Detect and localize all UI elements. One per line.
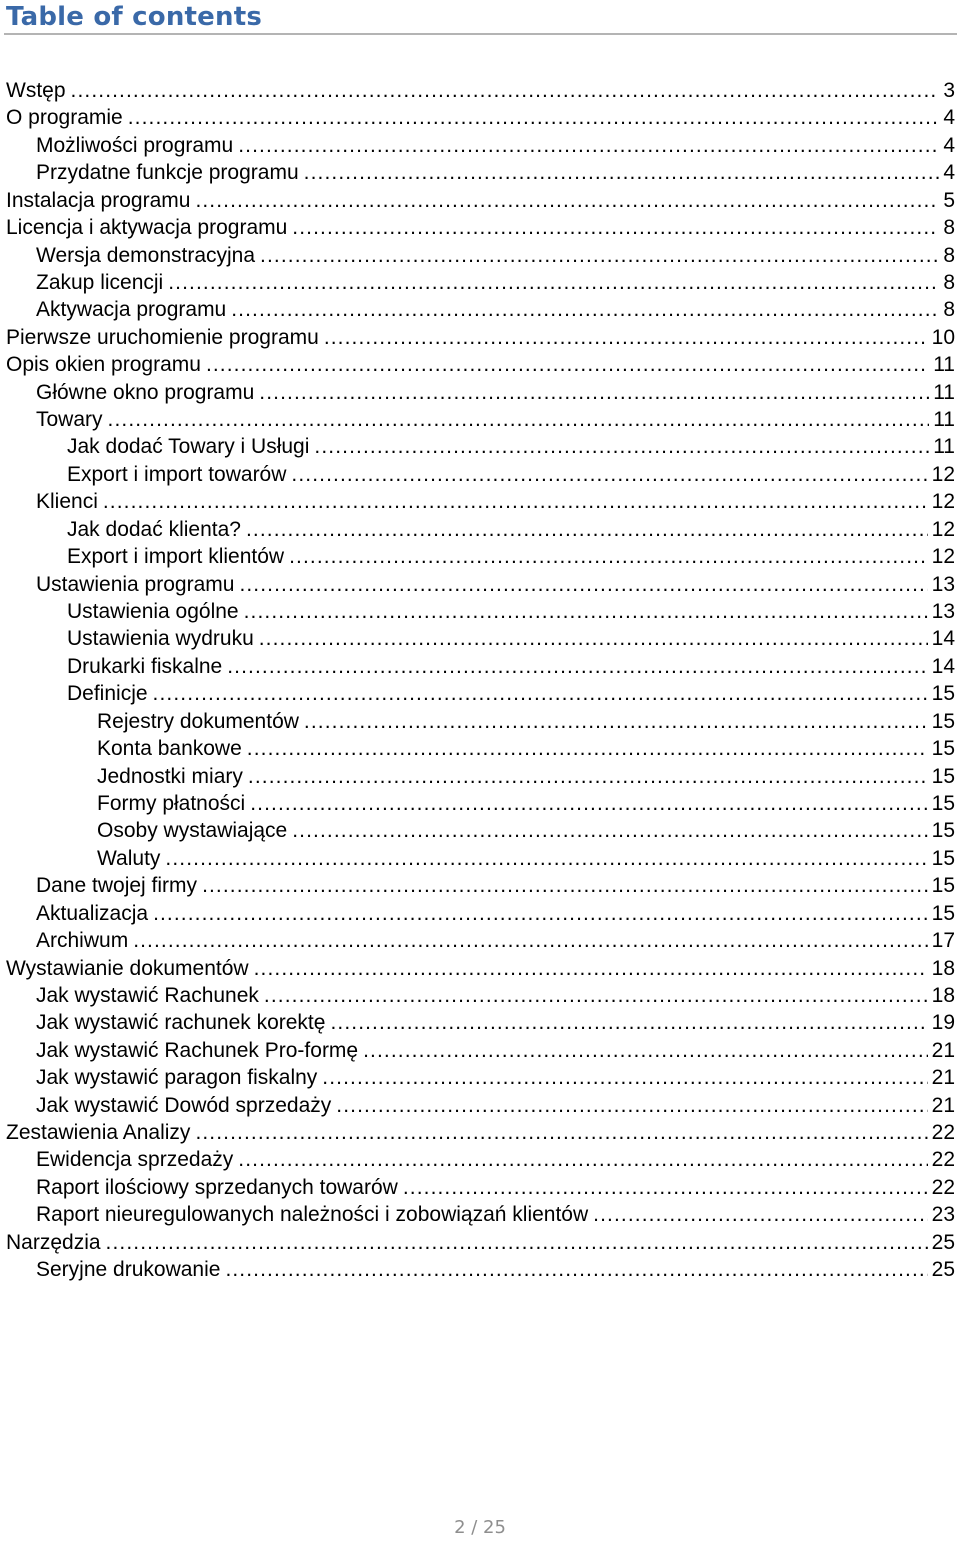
dot-leader bbox=[206, 351, 929, 378]
toc-entry-label: Jak wystawić paragon fiskalny bbox=[36, 1066, 318, 1090]
toc-entry-label: Export i import klientów bbox=[67, 545, 285, 569]
dot-leader bbox=[225, 1256, 927, 1283]
dot-leader bbox=[593, 1201, 927, 1228]
dot-leader bbox=[238, 132, 939, 159]
dot-leader bbox=[324, 324, 928, 351]
toc-entry-label: Jak wystawić Rachunek Pro-formę bbox=[36, 1038, 359, 1062]
dot-leader bbox=[202, 872, 928, 899]
toc-entry[interactable] bbox=[0, 1009, 960, 1036]
toc-entry-label: Opis okien programu bbox=[6, 353, 201, 377]
dot-leader bbox=[153, 900, 928, 927]
toc-entry[interactable] bbox=[0, 598, 960, 625]
dot-leader bbox=[403, 1174, 928, 1201]
toc-entry-page-number: 18 bbox=[931, 983, 955, 1007]
toc-entry-page-number: 10 bbox=[931, 325, 955, 349]
toc-entry[interactable] bbox=[0, 1119, 960, 1146]
toc-entry-page-number: 4 bbox=[943, 106, 955, 130]
toc-entry[interactable] bbox=[0, 242, 960, 269]
toc-entry-label: Konta bankowe bbox=[97, 737, 242, 761]
toc-entry[interactable] bbox=[0, 982, 960, 1009]
toc-entry-label: Zestawienia Analizy bbox=[6, 1121, 191, 1145]
dot-leader bbox=[128, 104, 940, 131]
toc-entry[interactable] bbox=[0, 77, 960, 104]
toc-entry-label: Ustawienia programu bbox=[36, 572, 235, 596]
toc-title: Table of contents bbox=[6, 2, 263, 32]
toc-entry-label: Zakup licencji bbox=[36, 270, 164, 294]
toc-entry-page-number: 22 bbox=[931, 1148, 955, 1172]
toc-entry[interactable] bbox=[0, 159, 960, 186]
toc-entry[interactable] bbox=[0, 132, 960, 159]
toc-entry[interactable] bbox=[0, 625, 960, 652]
toc-entry-page-number: 11 bbox=[933, 353, 955, 377]
toc-entry-label: Drukarki fiskalne bbox=[67, 654, 223, 678]
toc-entry-page-number: 3 bbox=[943, 79, 955, 102]
dot-leader bbox=[246, 516, 928, 543]
toc-entry-label: Ewidencja sprzedaży bbox=[36, 1148, 234, 1172]
dot-leader bbox=[165, 845, 927, 872]
toc-entry-page-number: 12 bbox=[931, 517, 955, 541]
toc-entry[interactable] bbox=[0, 1037, 960, 1064]
toc-entry[interactable] bbox=[0, 214, 960, 241]
toc-entry[interactable] bbox=[0, 790, 960, 817]
toc-entry-page-number: 19 bbox=[931, 1011, 955, 1035]
dot-leader bbox=[168, 269, 939, 296]
toc-entry[interactable] bbox=[0, 763, 960, 790]
dot-leader bbox=[103, 488, 928, 515]
page-number: 2 / 25 bbox=[454, 1517, 506, 1538]
toc-entry[interactable] bbox=[0, 1256, 960, 1283]
toc-entry[interactable] bbox=[0, 543, 960, 570]
toc-entry[interactable] bbox=[0, 1201, 960, 1228]
dot-leader bbox=[260, 242, 939, 269]
toc-entry-label: Rejestry dokumentów bbox=[97, 709, 299, 733]
toc-entry-page-number: 12 bbox=[931, 462, 955, 486]
dot-leader bbox=[292, 214, 939, 241]
toc-entry-page-number: 23 bbox=[931, 1203, 955, 1227]
toc-entry[interactable] bbox=[0, 1174, 960, 1201]
toc-list bbox=[0, 77, 960, 1284]
toc-entry-page-number: 15 bbox=[931, 791, 955, 815]
toc-entry[interactable] bbox=[0, 900, 960, 927]
toc-entry-label: Jak dodać Towary i Usługi bbox=[67, 435, 310, 459]
toc-entry-label: Narzędzia bbox=[6, 1230, 101, 1254]
toc-entry-page-number: 15 bbox=[931, 901, 955, 925]
toc-entry[interactable] bbox=[0, 735, 960, 762]
toc-entry-page-number: 15 bbox=[931, 846, 955, 870]
toc-entry-label: O programie bbox=[6, 106, 123, 130]
toc-entry-label: Towary bbox=[36, 408, 103, 432]
toc-entry-label: Główne okno programu bbox=[36, 380, 255, 404]
toc-entry-label: Archiwum bbox=[36, 929, 129, 953]
toc-entry-page-number: 15 bbox=[931, 819, 955, 843]
toc-entry-label: Raport nieuregulowanych należności i zobowiązań klientów bbox=[36, 1203, 589, 1227]
dot-leader bbox=[291, 461, 927, 488]
toc-entry-page-number: 17 bbox=[931, 929, 955, 953]
dot-leader bbox=[289, 543, 928, 570]
toc-entry[interactable] bbox=[0, 708, 960, 735]
toc-entry-page-number: 11 bbox=[933, 408, 955, 432]
dot-leader bbox=[195, 187, 939, 214]
dot-leader bbox=[304, 159, 940, 186]
toc-entry[interactable] bbox=[0, 516, 960, 543]
toc-entry-label: Wstęp bbox=[6, 79, 66, 102]
toc-entry[interactable] bbox=[0, 379, 960, 406]
toc-entry-page-number: 13 bbox=[931, 600, 955, 624]
toc-entry-label: Aktywacja programu bbox=[36, 298, 227, 322]
toc-entry-page-number: 18 bbox=[931, 956, 955, 980]
toc-entry-page-number: 21 bbox=[931, 1093, 955, 1117]
toc-entry-label: Możliwości programu bbox=[36, 133, 234, 157]
toc-entry[interactable] bbox=[0, 269, 960, 296]
dot-leader bbox=[336, 1092, 927, 1119]
dot-leader bbox=[195, 1119, 927, 1146]
dot-leader bbox=[108, 406, 930, 433]
dot-leader bbox=[250, 790, 927, 817]
toc-entry[interactable] bbox=[0, 1229, 960, 1256]
toc-entry[interactable] bbox=[0, 296, 960, 323]
dot-leader bbox=[322, 1064, 927, 1091]
toc-entry-page-number: 4 bbox=[943, 133, 955, 157]
toc-entry-label: Osoby wystawiające bbox=[97, 819, 288, 843]
toc-entry[interactable] bbox=[0, 955, 960, 982]
toc-entry[interactable] bbox=[0, 872, 960, 899]
toc-entry-label: Wersja demonstracyjna bbox=[36, 243, 256, 267]
toc-entry-label: Pierwsze uruchomienie programu bbox=[6, 325, 319, 349]
toc-entry-page-number: 12 bbox=[931, 545, 955, 569]
toc-entry[interactable] bbox=[0, 488, 960, 515]
toc-entry-label: Formy płatności bbox=[97, 791, 246, 815]
dot-leader bbox=[254, 955, 928, 982]
toc-entry-page-number: 22 bbox=[931, 1121, 955, 1145]
toc-entry-page-number: 25 bbox=[931, 1258, 955, 1282]
dot-leader bbox=[227, 653, 927, 680]
toc-entry-page-number: 15 bbox=[931, 682, 955, 706]
dot-leader bbox=[247, 735, 928, 762]
toc-entry[interactable] bbox=[0, 1146, 960, 1173]
toc-entry-page-number: 22 bbox=[931, 1175, 955, 1199]
toc-entry-page-number: 12 bbox=[931, 490, 955, 514]
toc-entry[interactable] bbox=[0, 680, 960, 707]
toc-entry-page-number: 15 bbox=[931, 764, 955, 788]
toc-entry-page-number: 15 bbox=[931, 737, 955, 761]
dot-leader bbox=[248, 763, 928, 790]
toc-entry-page-number: 8 bbox=[943, 270, 955, 294]
toc-entry[interactable] bbox=[0, 1064, 960, 1091]
dot-leader bbox=[133, 927, 927, 954]
toc-entry-label: Klienci bbox=[36, 490, 98, 514]
dot-leader bbox=[244, 598, 928, 625]
toc-entry[interactable] bbox=[0, 927, 960, 954]
toc-entry-page-number: 14 bbox=[931, 627, 955, 651]
toc-entry-page-number: 11 bbox=[933, 380, 955, 404]
toc-entry-page-number: 4 bbox=[943, 161, 955, 185]
toc-entry[interactable] bbox=[0, 817, 960, 844]
toc-entry[interactable] bbox=[0, 351, 960, 378]
toc-entry-page-number: 21 bbox=[931, 1066, 955, 1090]
toc-entry-page-number: 8 bbox=[943, 243, 955, 267]
toc-entry-label: Aktualizacja bbox=[36, 901, 149, 925]
toc-entry-page-number: 25 bbox=[931, 1230, 955, 1254]
dot-leader bbox=[259, 625, 928, 652]
dot-leader bbox=[238, 1146, 927, 1173]
toc-entry-label: Dane twojej firmy bbox=[36, 874, 198, 898]
toc-entry-label: Licencja i aktywacja programu bbox=[6, 216, 288, 240]
dot-leader bbox=[239, 571, 927, 598]
dot-leader bbox=[106, 1229, 928, 1256]
toc-entry-label: Seryjne drukowanie bbox=[36, 1258, 221, 1282]
toc-entry-label: Instalacja programu bbox=[6, 188, 191, 212]
toc-entry-page-number: 15 bbox=[931, 709, 955, 733]
toc-entry-label: Jak wystawić Rachunek bbox=[36, 983, 259, 1007]
toc-entry-label: Raport ilościowy sprzedanych towarów bbox=[36, 1175, 398, 1199]
toc-entry[interactable] bbox=[0, 571, 960, 598]
toc-entry-label: Waluty bbox=[97, 846, 161, 870]
toc-entry-page-number: 14 bbox=[931, 654, 955, 678]
dot-leader bbox=[259, 379, 929, 406]
toc-entry[interactable] bbox=[0, 187, 960, 214]
toc-entry-label: Ustawienia ogólne bbox=[67, 600, 239, 624]
dot-leader bbox=[153, 680, 928, 707]
toc-entry[interactable] bbox=[0, 433, 960, 460]
toc-entry-label: Wystawianie dokumentów bbox=[6, 956, 249, 980]
dot-leader bbox=[363, 1037, 928, 1064]
dot-leader bbox=[264, 982, 928, 1009]
dot-leader bbox=[330, 1009, 927, 1036]
toc-entry-label: Export i import towarów bbox=[67, 462, 287, 486]
toc-entry[interactable] bbox=[0, 104, 960, 131]
toc-entry-page-number: 5 bbox=[943, 188, 955, 212]
toc-entry[interactable] bbox=[0, 324, 960, 351]
toc-entry-label: Ustawienia wydruku bbox=[67, 627, 254, 651]
toc-entry-label: Jednostki miary bbox=[97, 764, 243, 788]
toc-entry-page-number: 8 bbox=[943, 216, 955, 240]
toc-entry-page-number: 15 bbox=[931, 874, 955, 898]
dot-leader bbox=[71, 77, 940, 104]
toc-entry-page-number: 13 bbox=[931, 572, 955, 596]
toc-entry-page-number: 21 bbox=[931, 1038, 955, 1062]
toc-entry-page-number: 11 bbox=[933, 435, 955, 459]
dot-leader bbox=[304, 708, 928, 735]
toc-entry-label: Definicje bbox=[67, 682, 148, 706]
toc-entry-label: Jak dodać klienta? bbox=[67, 517, 241, 541]
toc-entry[interactable] bbox=[0, 653, 960, 680]
toc-entry-label: Przydatne funkcje programu bbox=[36, 161, 299, 185]
toc-entry[interactable] bbox=[0, 461, 960, 488]
toc-entry[interactable] bbox=[0, 1092, 960, 1119]
toc-entry-page-number: 8 bbox=[943, 298, 955, 322]
toc-entry-label: Jak wystawić rachunek korektę bbox=[36, 1011, 326, 1035]
toc-entry[interactable] bbox=[0, 406, 960, 433]
title-divider bbox=[4, 33, 957, 35]
dot-leader bbox=[231, 296, 939, 323]
dot-leader bbox=[292, 817, 927, 844]
toc-entry[interactable] bbox=[0, 845, 960, 872]
dot-leader bbox=[314, 433, 929, 460]
toc-entry-label: Jak wystawić Dowód sprzedaży bbox=[36, 1093, 332, 1117]
